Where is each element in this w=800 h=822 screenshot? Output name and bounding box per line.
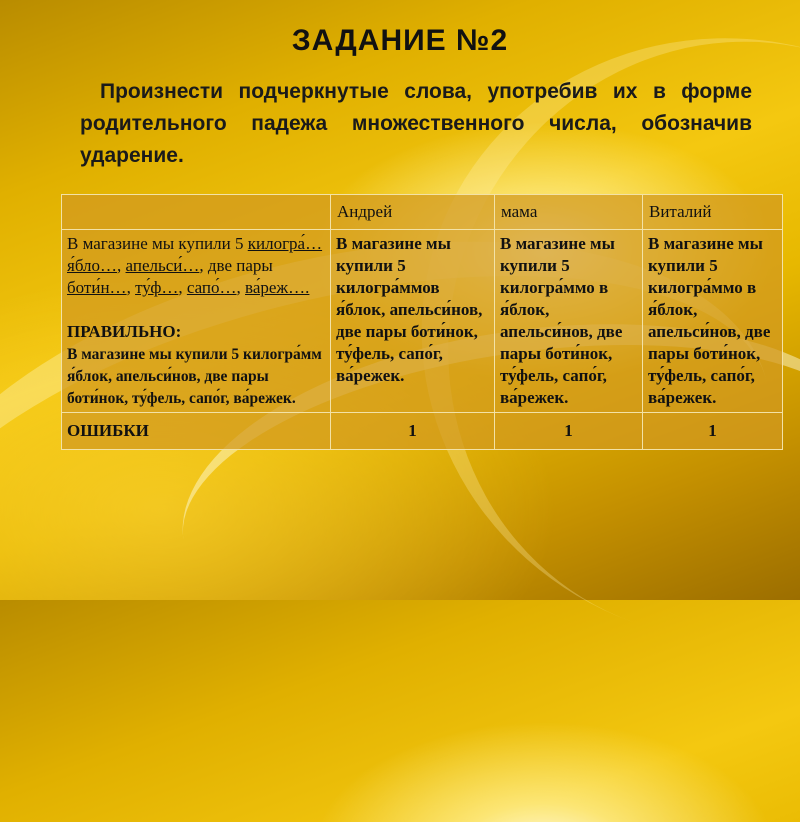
answers-table — [61, 194, 783, 450]
separator: , — [178, 278, 187, 297]
header-cell-vitaliy: Виталий — [643, 195, 783, 230]
task-sentence-lead: В магазине мы купили 5 — [67, 234, 248, 253]
error-count-andrey: 1 — [331, 413, 495, 450]
errors-row — [62, 413, 783, 450]
header-cell-andrey: Андрей — [331, 195, 495, 230]
underlined-word: боти́н… — [67, 278, 127, 297]
answer-cell-mama: В магазине мы купили 5 килогра́ммо в я́блок, апельси́нов, две пары боти́нок, ту́фель, сапо́г, ва́режек. — [495, 230, 643, 413]
answer-cell-andrey: В магазине мы купили 5 килогра́ммов я́блок, апельси́нов, две пары боти́нок, ту́фель, сапо́г, ва́режек. — [331, 230, 495, 413]
correct-label: ПРАВИЛЬНО: — [67, 322, 182, 341]
underlined-word: апельси́… — [125, 256, 200, 275]
error-count-vitaliy: 1 — [643, 413, 783, 450]
task-text: Произнести подчеркнутые слова, употребив их в форме родительного падежа множественного числа, обозначив ударение. — [80, 80, 752, 167]
table-row — [62, 230, 783, 413]
underlined-word: ва́реж…. — [245, 278, 310, 297]
header-cell-mama: мама — [495, 195, 643, 230]
correct-answer-text: В магазине мы купили 5 килогра́мм я́блок, апельси́нов, две пары боти́нок, ту́фель, сапо́г, ва́режек. — [67, 346, 322, 407]
header-cell-empty — [62, 195, 331, 230]
separator: , — [126, 278, 136, 297]
separator: , — [117, 256, 122, 275]
underlined-word: я́бло… — [67, 256, 118, 275]
table-header-row — [62, 195, 783, 230]
separator: , — [236, 278, 246, 297]
error-count-mama: 1 — [495, 413, 643, 450]
task-sentence-cell — [62, 230, 331, 413]
underlined-word: сапо́… — [186, 278, 237, 297]
underlined-word: ту́ф… — [135, 278, 179, 297]
separator: , две пары — [199, 256, 273, 275]
slide-title: ЗАДАНИЕ №2 — [291, 24, 509, 57]
underlined-word: килогра́… — [247, 234, 323, 253]
answer-cell-vitaliy: В магазине мы купили 5 килогра́ммо в я́блок, апельси́нов, две пары боти́нок, ту́фель, сапо́г, ва́режек. — [643, 230, 783, 413]
errors-label: ОШИБКИ — [62, 413, 331, 450]
